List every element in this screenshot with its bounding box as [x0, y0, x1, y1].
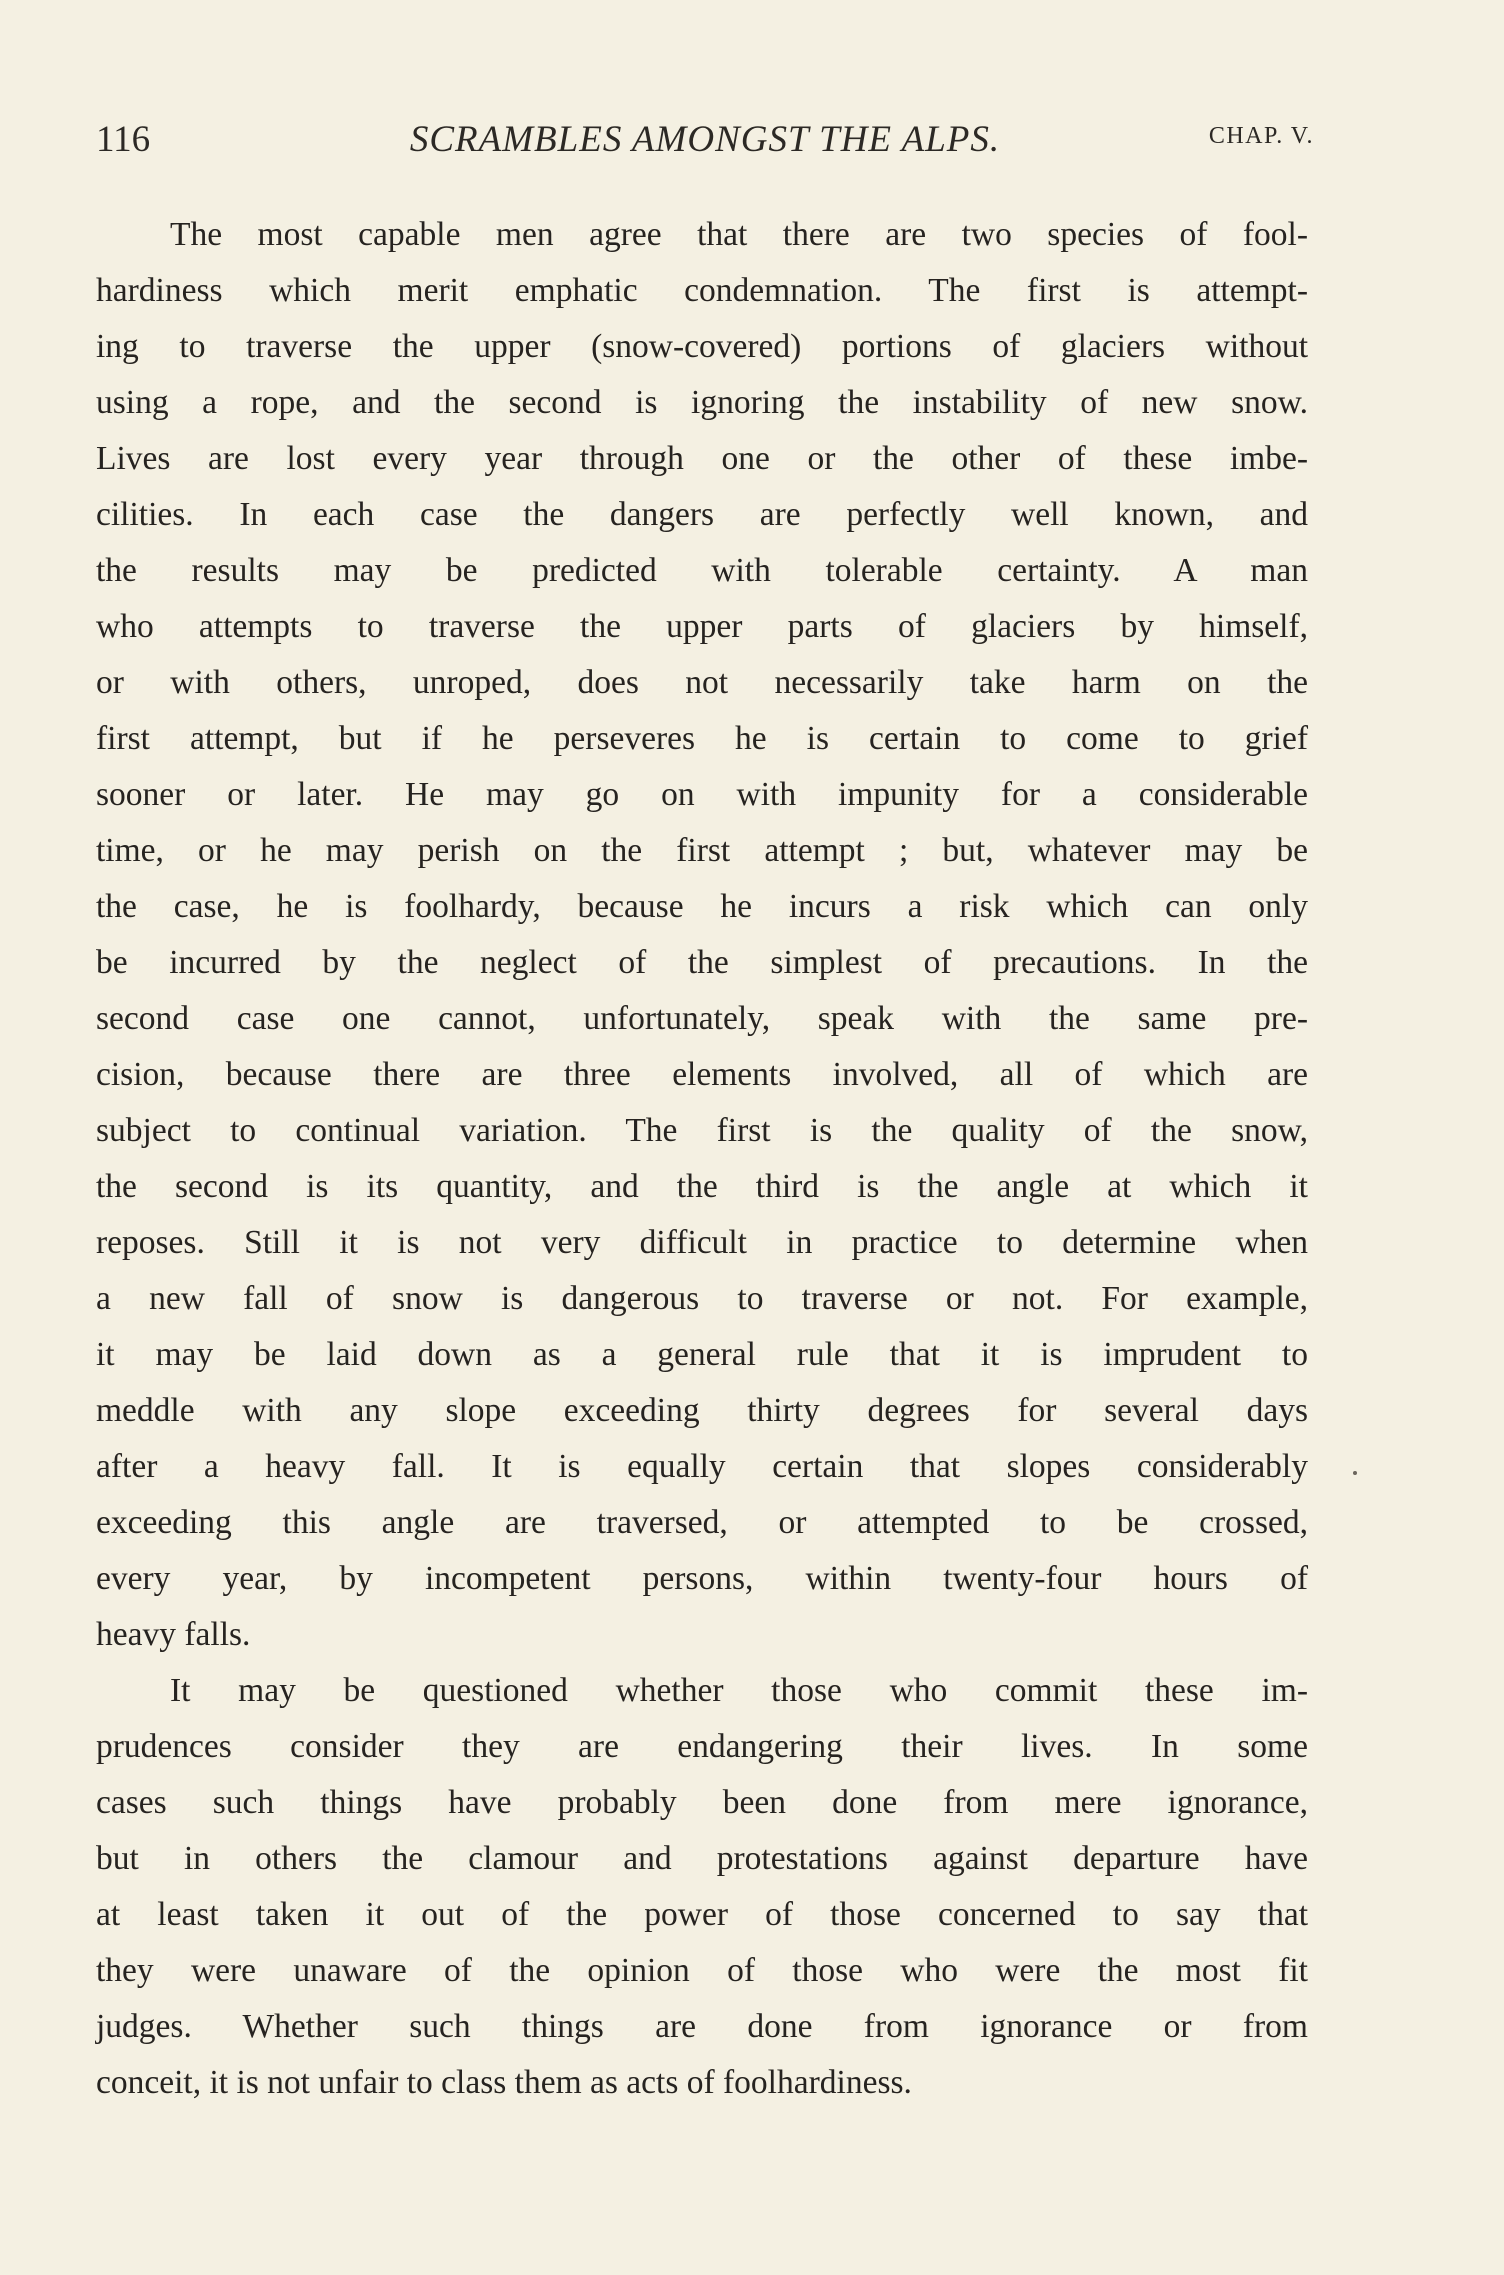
text-line: they were unaware of the opinion of those who were the most fit	[96, 1952, 1308, 1989]
text-line: every year, by incompetent persons, within twenty-four hours of	[96, 1560, 1308, 1597]
page-header	[96, 118, 1314, 168]
text-line: cases such things have probably been done from mere ignorance,	[96, 1784, 1308, 1821]
text-line: It may be questioned whether those who commit these im-	[170, 1672, 1308, 1709]
text-line: be incurred by the neglect of the simplest of precautions. In the	[96, 944, 1308, 981]
text-line: heavy falls.	[96, 1616, 251, 1653]
text-line: prudences consider they are endangering their lives. In some	[96, 1728, 1308, 1765]
text-line: the second is its quantity, and the third is the angle at which it	[96, 1168, 1308, 1205]
text-line: time, or he may perish on the first attempt ; but, whatever may be	[96, 832, 1308, 869]
text-line: The most capable men agree that there are two species of fool-	[170, 216, 1308, 253]
text-line: meddle with any slope exceeding thirty degrees for several days	[96, 1392, 1308, 1429]
text-line: hardiness which merit emphatic condemnation. The first is attempt-	[96, 272, 1308, 309]
chapter-label: CHAP. V.	[1208, 123, 1314, 149]
text-line: reposes. Still it is not very difficult in practice to determine when	[96, 1224, 1308, 1261]
running-title: SCRAMBLES AMONGST THE ALPS.	[409, 119, 1001, 160]
text-line: exceeding this angle are traversed, or attempted to be crossed,	[96, 1504, 1308, 1541]
paragraph-1	[96, 207, 1308, 1663]
text-line: sooner or later. He may go on with impunity for a considerable	[96, 776, 1308, 813]
text-line: the case, he is foolhardy, because he incurs a risk which can only	[96, 888, 1308, 925]
text-line: judges. Whether such things are done from ignorance or from	[96, 2008, 1308, 2045]
text-line: conceit, it is not unfair to class them as acts of foolhardiness.	[96, 2064, 912, 2101]
text-line: it may be laid down as a general rule that it is imprudent to	[96, 1336, 1308, 1373]
text-line: who attempts to traverse the upper parts of glaciers by himself,	[96, 608, 1308, 645]
text-line: a new fall of snow is dangerous to traverse or not. For example,	[96, 1280, 1308, 1317]
text-line: using a rope, and the second is ignoring the instability of new snow.	[96, 384, 1308, 421]
text-line: the results may be predicted with tolerable certainty. A man	[96, 552, 1308, 589]
text-line: ing to traverse the upper (snow-covered) portions of glaciers without	[96, 328, 1308, 365]
paragraph-2	[96, 1663, 1308, 2111]
text-line: at least taken it out of the power of those concerned to say that	[96, 1896, 1308, 1933]
text-line: after a heavy fall. It is equally certain that slopes considerably	[96, 1448, 1308, 1485]
text-line: cision, because there are three elements involved, all of which are	[96, 1056, 1308, 1093]
margin-dot	[1353, 1471, 1357, 1475]
text-line: second case one cannot, unfortunately, speak with the same pre-	[96, 1000, 1308, 1037]
text-line: Lives are lost every year through one or the other of these imbe-	[96, 440, 1308, 477]
text-line: or with others, unroped, does not necessarily take harm on the	[96, 664, 1308, 701]
text-line: subject to continual variation. The first is the quality of the snow,	[96, 1112, 1308, 1149]
text-line: but in others the clamour and protestations against departure have	[96, 1840, 1308, 1877]
text-line: cilities. In each case the dangers are perfectly well known, and	[96, 496, 1308, 533]
text-line: first attempt, but if he perseveres he is certain to come to grief	[96, 720, 1308, 757]
body-text	[96, 207, 1308, 2111]
page-number: 116	[96, 119, 151, 160]
